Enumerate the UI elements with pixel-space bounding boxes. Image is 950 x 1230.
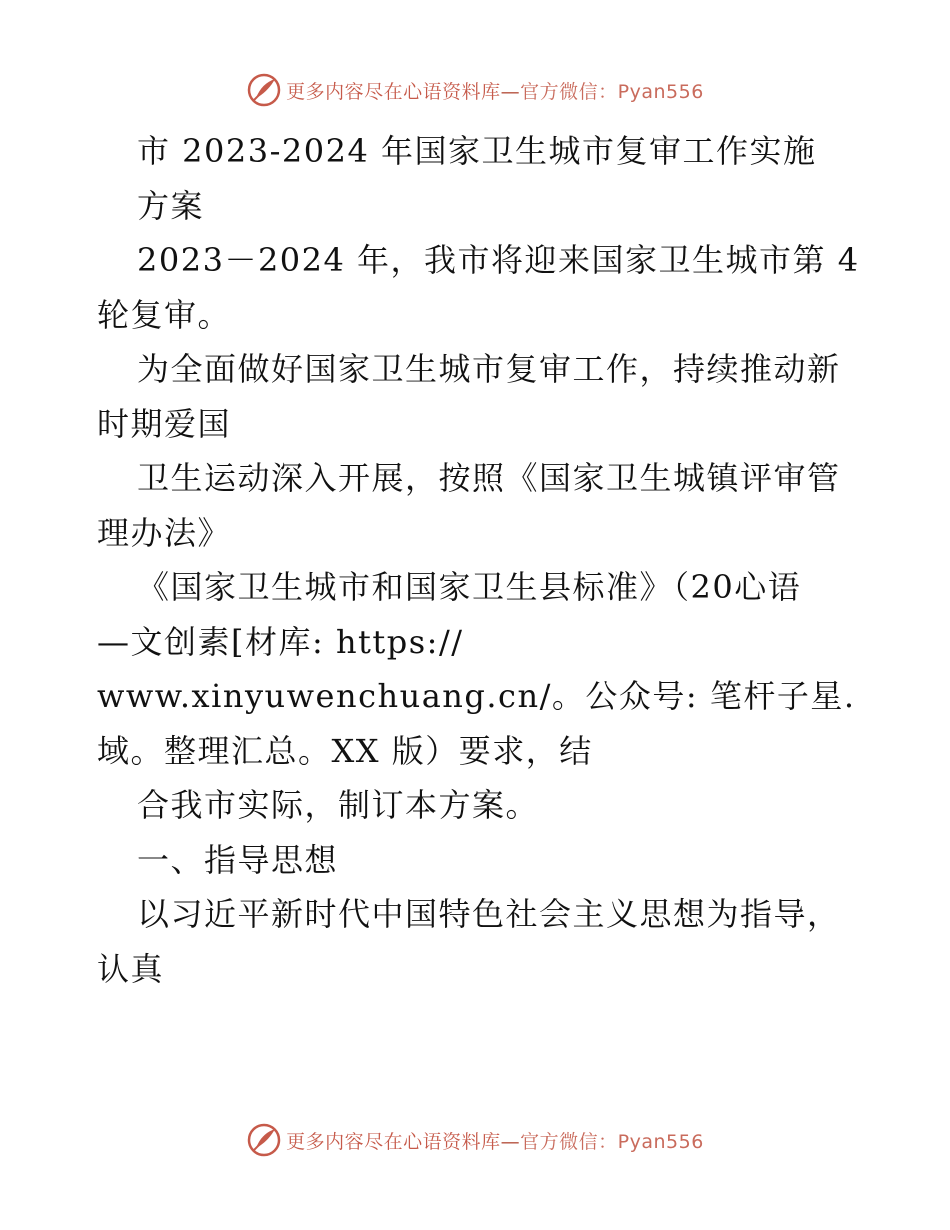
watermark-separator: — xyxy=(500,80,521,103)
feather-pen-logo-icon xyxy=(246,1122,282,1158)
feather-pen-logo-icon xyxy=(246,72,282,108)
watermark-site-text: 更多内容尽在心语资料库 xyxy=(286,1130,501,1153)
document-line: 时期爱国 xyxy=(97,404,232,443)
document-line: 市 2023-2024 年国家卫生城市复审工作实施 xyxy=(137,132,817,170)
document-line: 为全面做好国家卫生城市复审工作，持续推动新 xyxy=(137,350,841,388)
watermark-separator: — xyxy=(500,1130,521,1153)
document-line: 合我市实际，制订本方案。 xyxy=(137,786,540,824)
document-line: 2023－2024 年，我市将迎来国家卫生城市第 4 xyxy=(137,241,860,279)
document-line: 域。整理汇总。XX 版）要求，结 xyxy=(97,731,593,770)
document-line: 卫生运动深入开展，按照《国家卫生城镇评审管 xyxy=(137,459,841,497)
document-line: 以习近平新时代中国特色社会主义思想为指导， xyxy=(137,895,841,933)
document-line: 轮复审。 xyxy=(97,295,232,334)
footer-watermark xyxy=(0,1120,950,1160)
document-line: 一、指导思想 xyxy=(137,840,339,879)
document-line: —文创素[材库: https:// xyxy=(97,622,464,661)
document-body xyxy=(97,124,860,996)
document-line: www.xinyuwenchuang.cn/。公众号: 笔杆子星. xyxy=(97,677,856,715)
watermark-contact-text: 官方微信：Pyan556 xyxy=(520,80,704,103)
document-line: 方案 xyxy=(137,186,205,225)
watermark-site-text: 更多内容尽在心语资料库 xyxy=(286,80,501,103)
document-line: 理办法》 xyxy=(97,513,232,552)
document-line: 认真 xyxy=(97,949,165,988)
watermark-contact-text: 官方微信：Pyan556 xyxy=(520,1130,704,1153)
header-watermark xyxy=(0,70,950,110)
document-line: 《国家卫生城市和国家卫生县标准》（20心语 xyxy=(137,568,802,606)
